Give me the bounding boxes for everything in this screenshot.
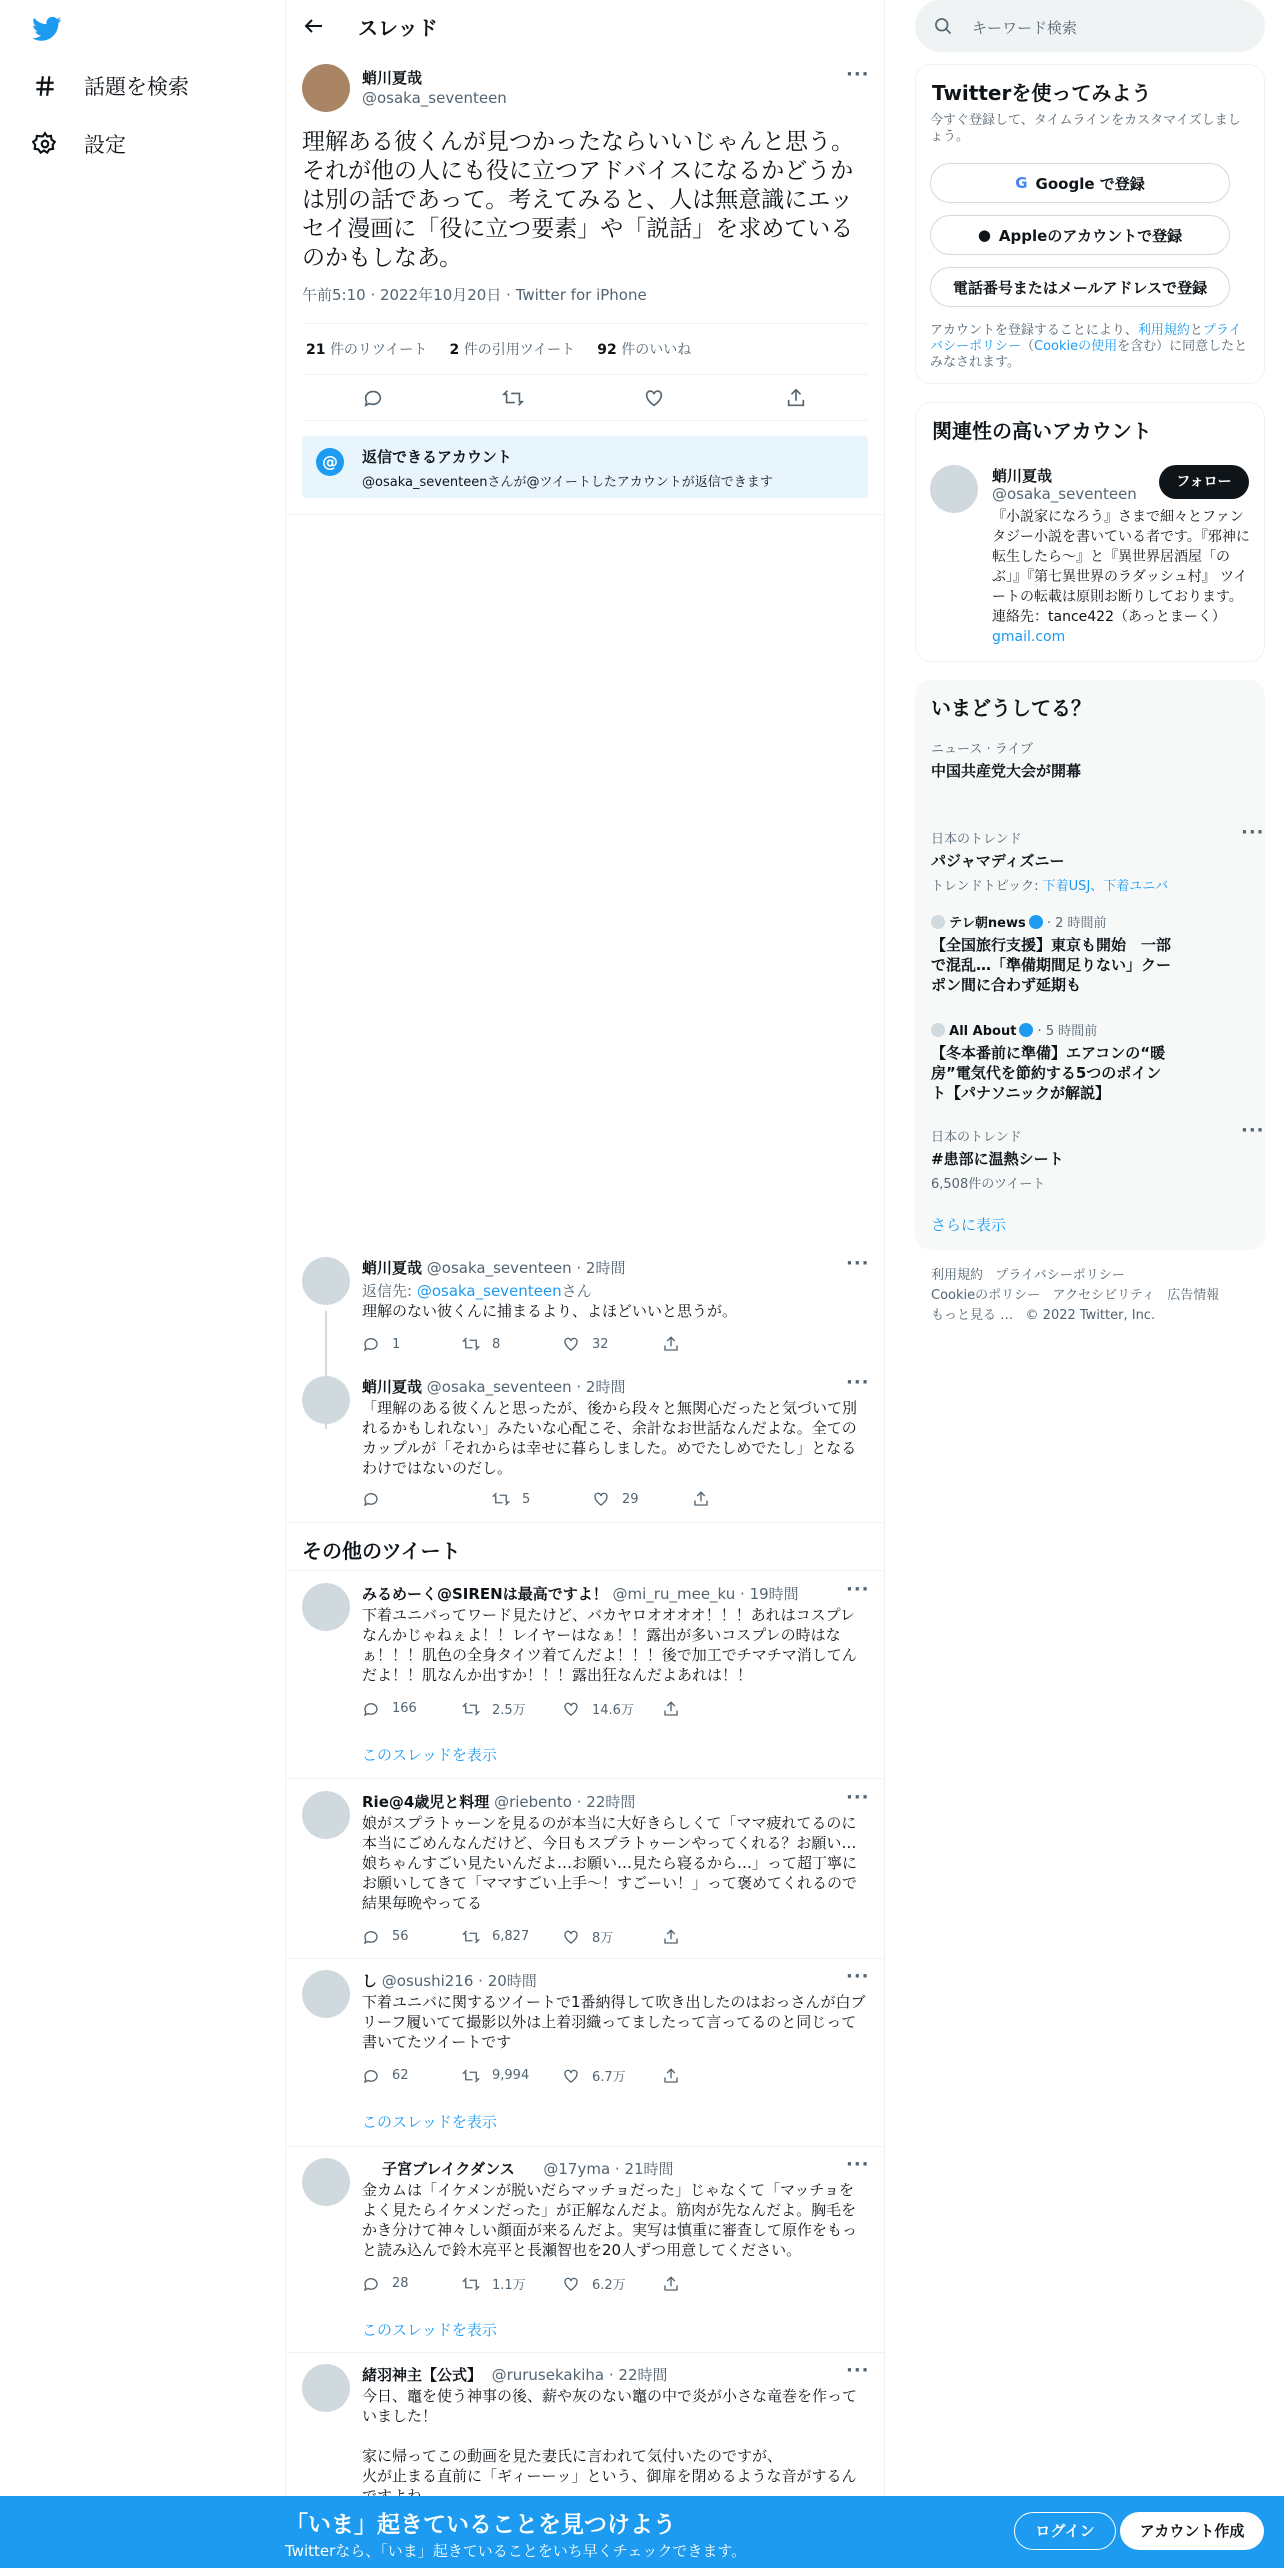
footer-link[interactable]: 広告情報 xyxy=(1167,1288,1220,1303)
cookie-link[interactable]: Cookieの使用 xyxy=(1034,339,1118,354)
login-button[interactable]: ログイン xyxy=(1014,2512,1116,2550)
news-item[interactable]: All About · 5 時間前 【冬本番前に準備】エアコンの“暖房”電気代を節約する5つのポイント【パナソニックが解説】 xyxy=(931,1024,1166,1102)
tweet-header: Rie@4歳児と料理 @riebento · 22時間 xyxy=(362,1793,636,1811)
reply-to-link[interactable]: @osaka_seventeen xyxy=(416,1282,562,1300)
nav-settings-label: 設定 xyxy=(84,133,126,157)
reply-button[interactable]: 28 xyxy=(362,2274,462,2293)
more-options-icon[interactable]: ··· xyxy=(846,1253,870,1274)
show-more-link[interactable]: さらに表示 xyxy=(931,1216,1007,1234)
like-button[interactable]: 14.6万 xyxy=(562,1699,662,1718)
show-thread-link[interactable]: このスレッドを表示 xyxy=(362,1746,497,1764)
like-count[interactable]: 92 件のいいね xyxy=(597,342,692,358)
trend-item[interactable]: ニュース · ライブ 中国共産党大会が開幕 xyxy=(931,742,1082,780)
hashtag-icon xyxy=(32,73,58,99)
share-button[interactable] xyxy=(662,2066,762,2085)
tweet-actions xyxy=(362,2066,762,2085)
tweet-actions xyxy=(362,1699,762,1718)
avatar[interactable] xyxy=(302,1583,350,1631)
more-options-icon[interactable]: ··· xyxy=(846,1579,870,1600)
share-button[interactable] xyxy=(662,1335,762,1353)
retweet-icon xyxy=(462,1928,480,1946)
share-icon[interactable] xyxy=(785,387,807,413)
share-icon xyxy=(662,2275,680,2293)
show-thread-link[interactable]: このスレッドを表示 xyxy=(362,2113,497,2131)
avatar[interactable] xyxy=(302,2364,350,2412)
footer-link[interactable]: プライバシーポリシー xyxy=(995,1268,1125,1283)
phone-signup-button[interactable]: 電話番号またはメールアドレスで登録 xyxy=(930,267,1230,307)
tweet-header: みるめーく@SIRENは最高ですよ！ @mi_ru_mee_ku · 19時間 xyxy=(362,1585,799,1603)
like-icon xyxy=(592,1490,610,1508)
like-button[interactable]: 32 xyxy=(562,1335,662,1353)
reply-button[interactable]: 1 xyxy=(362,1335,462,1353)
trends-title: いまどうしてる？ xyxy=(931,696,1091,720)
like-button[interactable]: 29 xyxy=(562,1490,662,1508)
more-options-icon[interactable]: ··· xyxy=(846,2154,870,2175)
banner-title: 「いま」起きていることを見つけよう xyxy=(285,2512,676,2538)
like-icon xyxy=(562,1335,580,1353)
reply-icon xyxy=(362,2067,380,2085)
footer-link[interactable]: アクセシビリティ xyxy=(1052,1288,1155,1303)
retweet-icon xyxy=(462,2067,480,2085)
apple-icon: ● xyxy=(977,226,991,244)
author-handle[interactable]: @osaka_seventeen xyxy=(362,89,507,107)
bio-link[interactable]: gmail.com xyxy=(992,629,1066,645)
share-icon xyxy=(662,1700,680,1718)
signup-terms: アカウントを登録することにより、利用規約とプライバシーポリシー（Cookieの使用を含む）に同意したとみなされます。 xyxy=(930,323,1248,370)
reply-button[interactable]: 56 xyxy=(362,1927,462,1946)
google-icon: G xyxy=(1015,174,1028,192)
retweet-button[interactable]: 6,827 xyxy=(462,1927,562,1946)
share-button[interactable] xyxy=(662,1927,762,1946)
like-icon xyxy=(562,2275,580,2293)
related-bio: 『小説家になろう』さまで細々とファンタジー小説を書いている者です。『邪神に転生したら～』と『異世界居酒屋「のぶ」』『第七異世界のラダッシュ村』 ツイートの転載は原則お断りしております。 連絡先：tance422（あっとまーく） gmail.com xyxy=(992,509,1250,645)
reply-button[interactable]: 166 xyxy=(362,1699,462,1718)
retweet-count[interactable]: 21 件のリツイート xyxy=(306,342,428,358)
main-column xyxy=(285,0,885,2568)
tweet-header: 子宮ブレイクダンス @17yma · 21時間 xyxy=(382,2160,674,2178)
search-input[interactable] xyxy=(915,0,1265,52)
more-options-icon[interactable]: ··· xyxy=(1241,822,1265,843)
verified-badge-icon xyxy=(1019,1023,1033,1037)
nav-settings[interactable] xyxy=(32,124,126,164)
reply-button[interactable]: 62 xyxy=(362,2066,462,2085)
trend-item[interactable]: 日本のトレンド パジャマディズニー トレンドトピック: 下着USJ、下着ユニバ ··· xyxy=(931,822,1265,894)
reply-icon xyxy=(362,1928,380,1946)
tweet-header: し @osushi216 · 20時間 xyxy=(362,1972,537,1990)
trends-card xyxy=(915,680,1265,1250)
google-signup-button[interactable]: G Google で登録 xyxy=(930,163,1230,203)
reply-restriction-box xyxy=(302,436,868,498)
signup-card xyxy=(915,64,1265,384)
signup-desc: 今すぐ登録して、タイムラインをカスタマイズしましょう。 xyxy=(930,113,1241,144)
tweet-actions xyxy=(362,1490,762,1508)
related-accounts-card xyxy=(915,402,1265,662)
tweet-text: 金カムは「イケメンが脱いだらマッチョだった」じゃなくて「マッチョをよく見たらイケメンだった」が正解なんだよ。筋肉が先なんだよ。胸毛をかき分けて神々しい顔面が来るんだよ。実写は慎重に審査して原作をもっと読み込んで鈴木亮平と長瀬智也を20人ずつ用意してください。 xyxy=(362,2181,858,2259)
share-icon xyxy=(662,1335,680,1353)
more-options-icon[interactable]: ··· xyxy=(1241,1120,1265,1141)
reply-icon xyxy=(362,2275,380,2293)
reply-icon xyxy=(362,1490,380,1508)
avatar[interactable] xyxy=(302,1257,350,1305)
verified-badge-icon xyxy=(1029,915,1043,929)
tweet-text: 「理解のある彼くんと思ったが、後から段々と無関心だったと気づいて別れるかもしれない」みたいな心配こそ、余計なお世話なんだよな。全てのカップルが「それからは幸せに暮らしました。めでたしめでたし」となるわけではないのだし。 xyxy=(362,1399,858,1477)
share-button[interactable] xyxy=(662,1699,762,1718)
privacy-link[interactable]: プライバシーポリシー xyxy=(930,323,1242,354)
follow-button[interactable]: フォロー xyxy=(1159,465,1249,499)
search-icon xyxy=(933,16,953,36)
like-button[interactable]: 6.7万 xyxy=(562,2066,662,2085)
more-options-icon[interactable]: ··· xyxy=(846,64,870,85)
tweet-header: 緒羽神主【公式】 @rurusekakiha · 22時間 xyxy=(362,2366,668,2384)
avatar[interactable] xyxy=(302,2158,350,2206)
tweet-text: 今日、竈を使う神事の後、薪や灰のない竈の中で炎が小さな竜巻を作っていました！ 家に帰ってこの動画を見た妻氏に言われて気付いたのですが、 火が止まる直前に「ギィーーッ」という、御扉を閉めるような音がするん xyxy=(362,2387,858,2485)
more-tweets-heading: その他のツイート xyxy=(302,1539,461,1563)
back-arrow-icon[interactable] xyxy=(302,14,326,38)
reply-to-line: 返信先: @osaka_seventeenさん xyxy=(362,1282,592,1300)
signup-title: Twitterを使ってみよう xyxy=(932,81,1152,105)
twitter-logo-icon[interactable] xyxy=(30,14,64,44)
retweet-icon xyxy=(492,1490,510,1508)
retweet-button[interactable]: 8 xyxy=(462,1335,562,1353)
page-title: スレッド xyxy=(358,16,438,40)
apple-signup-button[interactable]: ● Appleのアカウントで登録 xyxy=(930,215,1230,255)
share-icon xyxy=(692,1490,710,1508)
more-options-icon[interactable]: ··· xyxy=(846,2360,870,2381)
tweet-text: 理解のない彼くんに捕まるより、よほどいいと思うが。 xyxy=(362,1302,738,1320)
signup-banner xyxy=(0,2496,1284,2568)
tweet-text: 下着ユニバってワード見たけど、バカヤロオオオオ！！！あれはコスプレなんかじゃねぇよ！！レイヤーはなぁ！！露出が多いコスプレの時はなぁ！！！肌色の全身タイツ着てんだよ！！！後で加工でチマチマ消してんだよ！！肌なんか出すか！！！露出狂なんだよあれは！！ xyxy=(362,1606,857,1684)
retweet-button[interactable]: 5 xyxy=(462,1490,562,1508)
footer-link[interactable]: もっと見る … xyxy=(931,1308,1014,1323)
share-button[interactable] xyxy=(662,1490,762,1508)
like-icon xyxy=(562,1700,580,1718)
tweet-actions xyxy=(362,1927,762,1946)
reply-icon xyxy=(362,1335,380,1353)
retweet-button[interactable]: 1.1万 xyxy=(462,2274,562,2293)
reply-restriction-title: 返信できるアカウント xyxy=(362,448,512,466)
copyright: © 2022 Twitter, Inc. xyxy=(1025,1308,1156,1323)
tweet-meta[interactable]: 午前5:10 · 2022年10月20日 · Twitter for iPhone xyxy=(302,286,647,304)
source-avatar xyxy=(931,1023,945,1037)
related-handle[interactable]: @osaka_seventeen xyxy=(992,485,1137,503)
retweet-icon[interactable] xyxy=(502,387,524,413)
reply-icon xyxy=(362,1700,380,1718)
reply-button[interactable] xyxy=(362,1490,462,1508)
like-icon xyxy=(562,2067,580,2085)
reply-icon[interactable] xyxy=(362,387,384,413)
footer-link[interactable]: 利用規約 xyxy=(931,1268,984,1283)
share-icon xyxy=(662,1928,680,1946)
nav-explore[interactable] xyxy=(32,66,189,106)
terms-link[interactable]: 利用規約 xyxy=(1137,323,1190,338)
retweet-icon xyxy=(462,2275,480,2293)
reply-restriction-desc: @osaka_seventeenさんが@ツイートしたアカウントが返信できます xyxy=(362,475,773,490)
thread-header xyxy=(286,0,884,52)
tweet-stats xyxy=(306,339,691,359)
tweet-header: 蛸川夏哉 @osaka_seventeen · 2時間 xyxy=(362,1378,626,1396)
share-icon xyxy=(662,2067,680,2085)
like-button[interactable]: 8万 xyxy=(562,1927,662,1946)
signup-button[interactable]: アカウント作成 xyxy=(1120,2512,1264,2550)
more-options-icon[interactable]: ··· xyxy=(846,1966,870,1987)
news-item[interactable]: テレ朝news · 2 時間前 【全国旅行支援】東京も開始 一部で混乱…「準備期間足りない」クーポン間に合わず延期も xyxy=(931,916,1172,994)
author-name[interactable]: 蛸川夏哉 xyxy=(362,69,423,87)
tweet-header: 蛸川夏哉 @osaka_seventeen · 2時間 xyxy=(362,1259,626,1277)
banner-subtitle: Twitterなら、「いま」起きていることをいち早くチェックできます。 xyxy=(285,2542,747,2560)
avatar[interactable] xyxy=(302,64,350,112)
tweet-text: 下着ユニバに関するツイートで1番納得して吹き出したのはおっさんが白ブリーフ履いてて撮影以外は上着羽織ってましたって言ってるのと同じって書いてたツイートです xyxy=(362,1993,866,2051)
quote-count[interactable]: 2 件の引用ツイート xyxy=(449,342,576,358)
more-options-icon[interactable]: ··· xyxy=(846,1787,870,1808)
tweet-actions xyxy=(362,1335,762,1353)
like-icon[interactable] xyxy=(643,387,665,413)
avatar[interactable] xyxy=(302,1791,350,1839)
related-name[interactable]: 蛸川夏哉 xyxy=(992,467,1053,485)
tweet-text: 理解ある彼くんが見つかったならいいじゃんと思う。それが他の人にも役に立つアドバイスになるかどうかは別の話であって。考えてみると、人は無意識にエッセイ漫画に「役に立つ要素」や「説話」を求めているのかもしなあ。 xyxy=(302,129,854,271)
footer-links xyxy=(931,1266,1251,1326)
nav-explore-label: 話題を検索 xyxy=(84,75,189,99)
related-title: 関連性の高いアカウント xyxy=(932,419,1152,443)
retweet-button[interactable]: 2.5万 xyxy=(462,1699,562,1718)
tweet-text: 娘がスプラトゥーンを見るのが本当に大好きらしくて「ママ疲れてるのに本当にごめんなんだけど、今日もスプラトゥーンやってくれる？お願い…娘ちゃんすごい見たいんだよ…お願い…見たら寝るから…」って超丁寧にお願いしてきて「ママすごい上手〜！すごーい！」って褒めてくれるので結果毎晩やってる xyxy=(362,1814,858,1912)
show-thread-link[interactable]: このスレッドを表示 xyxy=(362,2321,497,2339)
at-sign-icon: @ xyxy=(316,448,344,476)
avatar[interactable] xyxy=(302,1376,350,1424)
avatar[interactable] xyxy=(302,1970,350,2018)
share-button[interactable] xyxy=(662,2274,762,2293)
source-avatar xyxy=(931,915,945,929)
gear-icon xyxy=(32,131,58,157)
like-button[interactable]: 6.2万 xyxy=(562,2274,662,2293)
footer-link[interactable]: Cookieのポリシー xyxy=(931,1288,1041,1303)
tweet-actions xyxy=(362,2274,762,2293)
avatar[interactable] xyxy=(930,465,978,513)
retweet-icon xyxy=(462,1700,480,1718)
like-icon xyxy=(562,1928,580,1946)
trend-item[interactable]: 日本のトレンド #患部に温熱シート 6,508件のツイート ··· xyxy=(931,1120,1265,1192)
more-options-icon[interactable]: ··· xyxy=(846,1372,870,1393)
retweet-button[interactable]: 9,994 xyxy=(462,2066,562,2085)
retweet-icon xyxy=(462,1335,480,1353)
search-placeholder: キーワード検索 xyxy=(972,19,1078,37)
